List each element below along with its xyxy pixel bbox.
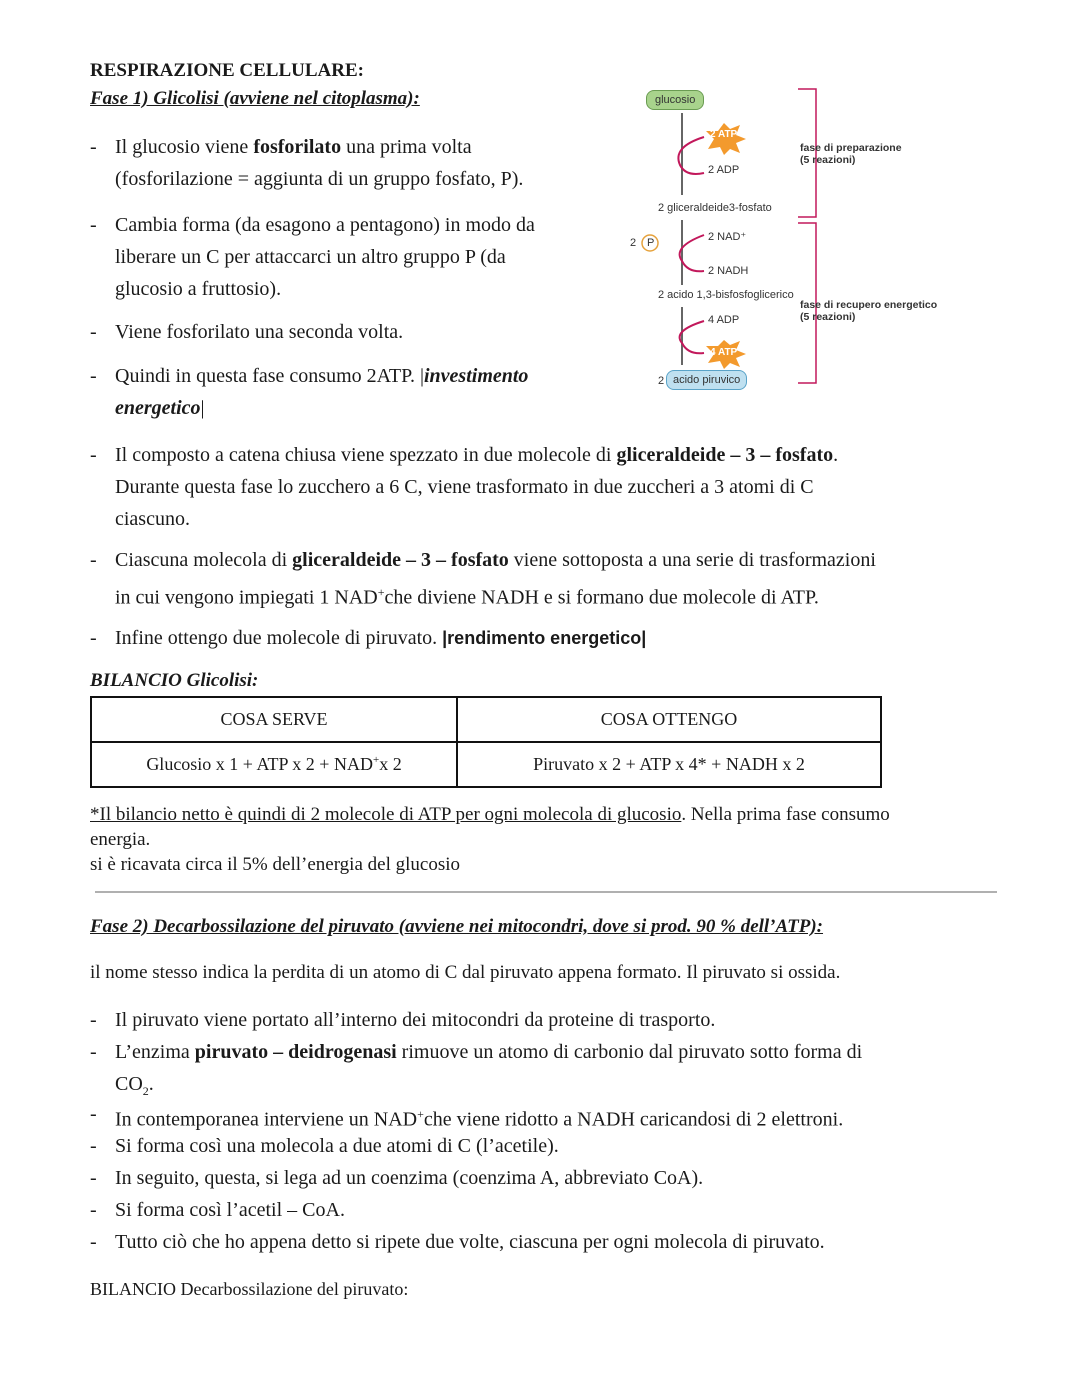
bullet-acetyl: Si forma così una molecola a due atomi di C (l’acetile).: [115, 1135, 559, 1157]
bullet-dash: -: [90, 1231, 97, 1253]
bullet-enzyme: L’enzima piruvato – deidrogenasi rimuove un atomo di carbonio dal piruvato sotto forma di $CO_2$.: [115, 1041, 863, 1098]
bullet-dash: -: [90, 444, 97, 466]
bullet-nad: In contemporanea interviene un NAD+che viene ridotto a NADH caricandosi di 2 elettroni.: [115, 1107, 844, 1131]
bullet-yield: Infine ottengo due molecole di piruvato. |rendimento energetico|: [115, 627, 647, 649]
bullet-shape-change: Cambia forma (da esagono a pentagono) in modo da liberare un C per attaccarci un altro gruppo P (da glucosio a fruttosio).: [115, 214, 535, 300]
glucose-box: glucosio: [646, 90, 704, 110]
pyruvate-count: 2: [658, 375, 665, 387]
bullet-dash: -: [90, 549, 97, 571]
atp4-star-label: 4 ATP: [710, 347, 738, 358]
adp-label: 2 ADP: [708, 164, 740, 176]
nad-label: 2 NAD⁺: [708, 231, 747, 243]
bullet-dash: -: [90, 627, 97, 649]
phase1-heading: Fase 1) Glicolisi (avviene nel citoplasma):: [90, 88, 420, 109]
nadh-label: 2 NADH: [708, 265, 749, 277]
diagram-lines: [620, 85, 980, 395]
header-cosa-serve: COSA SERVE: [91, 697, 457, 742]
bullet-transformations: Ciascuna molecola di gliceraldeide – 3 – fosfato viene sottoposta a una serie di trasformazioni in cui vengono impiegati 1 NAD+che diviene NADH e si formano due molecole di ATP.: [115, 549, 876, 609]
phosphate-count: 2: [630, 237, 637, 249]
bullet-dash: -: [90, 1103, 97, 1125]
page-title: RESPIRAZIONE CELLULARE:: [90, 60, 364, 81]
bullet-acetyl-coa: Si forma così l’acetil – CoA.: [115, 1199, 345, 1221]
balance-note: *Il bilancio netto è quindi di 2 molecole di ATP per ogni molecola di glucosio. Nella prima fase consumo energia. si è ricavata circa il 5% dell’energia del glucosio: [90, 804, 890, 875]
bullet-repeat: Tutto ciò che ho appena detto si ripete due volte, ciascuna per ogni molecola di piruvato.: [115, 1231, 825, 1253]
bullet-split: Il composto a catena chiusa viene spezzato in due molecole di gliceraldeide – 3 – fosfato. Durante questa fase lo zucchero a 6 C, viene trasformato in due zuccheri a 3 atomi di C ciascuno.: [115, 444, 839, 530]
bpg-label: 2 acido 1,3-bisfosfoglicerico: [658, 289, 794, 301]
header-cosa-ottengo: COSA OTTENGO: [457, 697, 881, 742]
phase2-heading: Fase 2) Decarbossilazione del piruvato (avviene nei mitocondri, dove si prod. 90 % dell’ATP):: [90, 916, 824, 937]
bullet-dash: -: [90, 1009, 97, 1031]
bullet-dash: -: [90, 1041, 97, 1063]
bullet-transport: Il piruvato viene portato all’interno dei mitocondri da proteine di trasporto.: [115, 1009, 716, 1031]
bullet-investment: Quindi in questa fase consumo 2ATP. |investimento energetico|: [115, 365, 529, 419]
adp4-label: 4 ADP: [708, 314, 740, 326]
bullet-dash: -: [90, 1167, 97, 1189]
cell-inputs: Glucosio x 1 + ATP x 2 + NAD+x 2: [91, 742, 457, 787]
bilancio-glicolisi-heading: BILANCIO Glicolisi:: [90, 670, 259, 691]
pyruvate-box: acido piruvico: [666, 370, 747, 390]
bullet-dash: -: [90, 1199, 97, 1221]
preparation-phase-label: fase di preparazione (5 reazioni): [800, 142, 902, 166]
bullet-coenzyme: In seguito, questa, si lega ad un coenzima (coenzima A, abbreviato CoA).: [115, 1167, 704, 1189]
section-divider: [95, 891, 997, 893]
cell-outputs: Piruvato x 2 + ATP x 4* + NADH x 2: [457, 742, 881, 787]
phase2-intro: il nome stesso indica la perdita di un atomo di C dal piruvato appena formato. Il piruvato si ossida.: [90, 962, 841, 983]
recovery-phase-label: fase di recupero energetico (5 reazioni): [800, 299, 938, 323]
g3p-label: 2 gliceraldeide3-fosfato: [658, 202, 772, 214]
bullet-phosphorylation: Il glucosio viene fosforilato una prima volta (fosforilazione = aggiunta di un gruppo fosfato, P).: [115, 136, 524, 190]
bullet-dash: -: [90, 214, 97, 236]
bullet-dash: -: [90, 1135, 97, 1157]
atp-star-label: 2 ATP: [710, 129, 738, 140]
bullet-second-phosphorylation: Viene fosforilato una seconda volta.: [115, 321, 404, 343]
glycolysis-diagram: [620, 85, 980, 395]
bullet-dash: -: [90, 365, 97, 387]
bilancio-table: [90, 696, 882, 788]
bilancio-decarbossilazione-heading: BILANCIO Decarbossilazione del piruvato:: [90, 1279, 409, 1299]
phosphate-label: P: [647, 237, 655, 249]
bullet-dash: -: [90, 321, 97, 343]
bullet-dash: -: [90, 136, 97, 158]
